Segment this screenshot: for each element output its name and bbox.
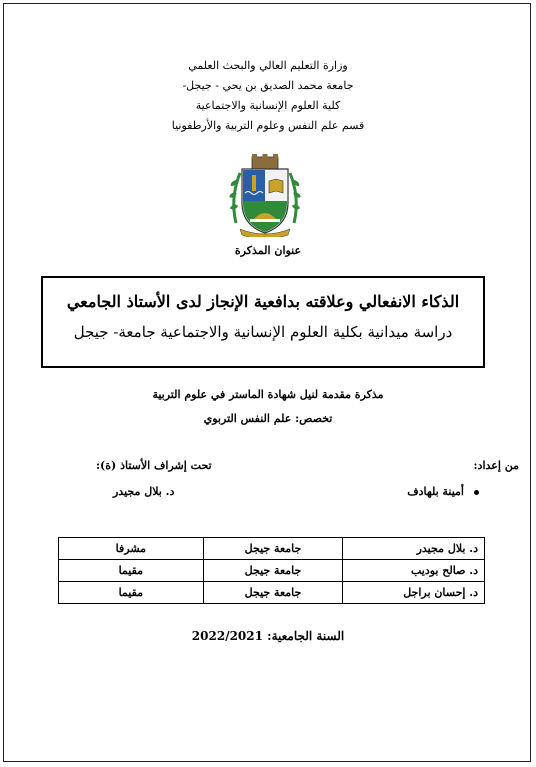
supervisor-name: د. بلال مجيدر bbox=[113, 485, 175, 498]
degree-statement: مذكرة مقدمة لنيل شهادة الماستر في علوم التربية bbox=[152, 388, 384, 401]
memo-title-label: عنوان المذكرة bbox=[234, 244, 302, 257]
institution-header bbox=[0, 56, 536, 136]
department-line: قسم علم النفس وعلوم التربية والأرطفونيا bbox=[171, 119, 365, 132]
jury-role: مقيما bbox=[59, 582, 204, 604]
table-row bbox=[59, 582, 485, 604]
specialization: تخصص: علم النفس التربوي bbox=[203, 412, 333, 425]
university-emblem-icon bbox=[228, 153, 302, 237]
table-row bbox=[59, 538, 485, 560]
supervision-label: تحت إشراف الأستاذ (ة): bbox=[96, 459, 212, 472]
jury-name: د. بلال مجيدر bbox=[343, 538, 485, 560]
jury-university: جامعة جيجل bbox=[203, 560, 343, 582]
jury-role: مشرفا bbox=[59, 538, 204, 560]
thesis-main-title: الذكاء الانفعالي وعلاقته بدافعية الإنجاز لدى الأستاذ الجامعي bbox=[66, 292, 460, 311]
jury-university: جامعة جيجل bbox=[203, 582, 343, 604]
ministry-line: وزارة التعليم العالي والبحث العلمي bbox=[188, 59, 348, 72]
prepared-by-label: من إعداد: bbox=[473, 459, 519, 472]
jury-name: د. صالح بوديب bbox=[343, 560, 485, 582]
student-item bbox=[407, 485, 479, 498]
thesis-subtitle: دراسة ميدانية بكلية العلوم الإنسانية والاجتماعية جامعة- جيجل bbox=[73, 323, 453, 341]
student-name: أمينة بلهادف bbox=[407, 485, 464, 498]
jury-role: مقيما bbox=[59, 560, 204, 582]
bullet-icon bbox=[474, 490, 479, 495]
academic-year: السنة الجامعية: 2022/2021 bbox=[191, 629, 345, 643]
university-line: جامعة محمد الصديق بن يحي - جيجل- bbox=[182, 79, 354, 92]
faculty-line: كلية العلوم الإنسانية والاجتماعية bbox=[195, 99, 341, 112]
jury-name: د. إحسان براجل bbox=[343, 582, 485, 604]
table-row bbox=[59, 560, 485, 582]
thesis-title-box bbox=[41, 276, 485, 368]
jury-university: جامعة جيجل bbox=[203, 538, 343, 560]
jury-table bbox=[58, 537, 485, 604]
